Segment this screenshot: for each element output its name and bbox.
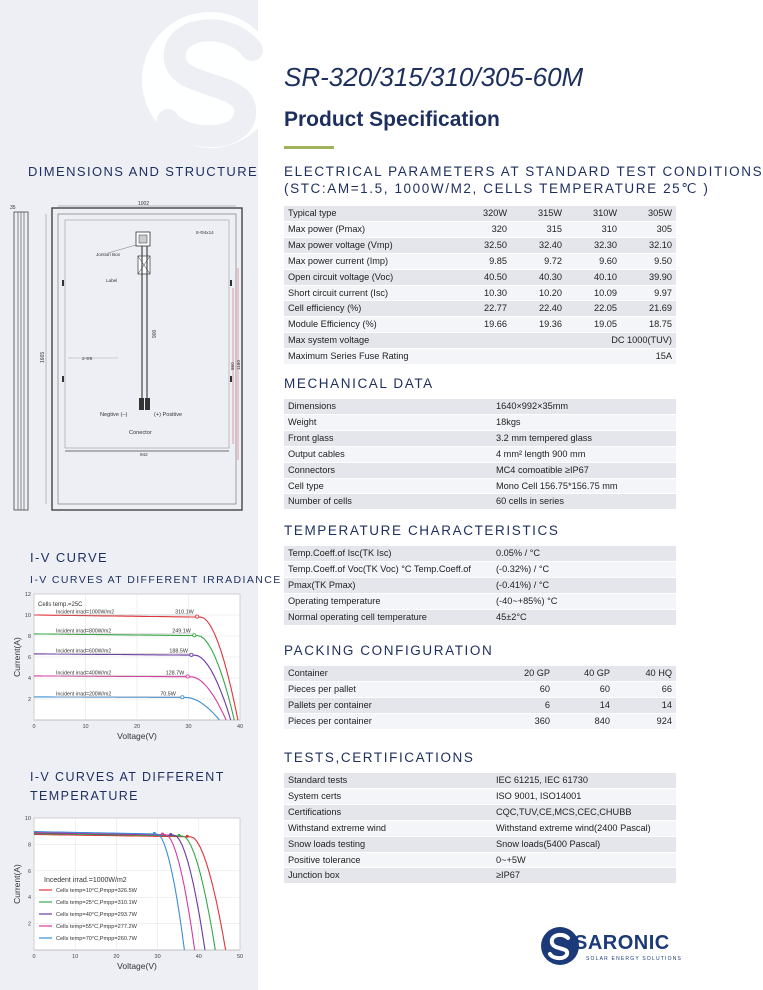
row-value: IEC 61215, IEC 61730 <box>492 773 676 788</box>
row-label: Cell efficiency (%) <box>284 301 456 317</box>
row-value: (-0.32%) / °C <box>492 561 676 577</box>
row-value: 39.90 <box>621 269 676 285</box>
row-value: 6 <box>494 697 554 713</box>
x-tick-label: 30 <box>154 954 161 960</box>
inner-width-label: 942 <box>140 452 148 457</box>
y-tick-label: 8 <box>27 842 31 849</box>
electrical-title-line2: (STC:AM=1.5, 1000W/M2, CELLS TEMPERATURE 25℃ ) <box>284 181 710 196</box>
side-label: 35 <box>10 205 16 211</box>
mechanical-row <box>284 478 676 494</box>
row-value: 40.50 <box>456 269 511 285</box>
row-value: 15A <box>456 349 676 365</box>
row-value: 9.50 <box>621 253 676 269</box>
row-value: DC 1000(TUV) <box>456 333 676 349</box>
cable-length-label: 900 <box>152 329 158 338</box>
iv-temperature-title-line1: I-V CURVES AT DIFFERENT <box>30 770 225 784</box>
row-value: 9.97 <box>621 285 676 301</box>
row-label: Temp.Coeff.of Isc(TK Isc) <box>284 546 492 561</box>
row-label: Weight <box>284 414 492 430</box>
mechanical-title: MECHANICAL DATA <box>284 376 434 391</box>
tests-row <box>284 868 676 884</box>
tests-row <box>284 820 676 836</box>
mechanical-row <box>284 430 676 446</box>
row-label: Container <box>284 666 494 681</box>
y-tick-label: 10 <box>24 613 31 619</box>
row-label: Output cables <box>284 446 492 462</box>
tests-table <box>284 773 676 884</box>
left-mark-label: 2-Φ9 <box>82 356 93 361</box>
packing-row <box>284 713 676 729</box>
electrical-row <box>284 206 676 221</box>
row-value: 840 <box>554 713 614 729</box>
temperature-row <box>284 609 676 625</box>
iv-temperature-chart <box>10 814 252 974</box>
plot-area <box>34 818 240 950</box>
row-value: 320 <box>456 221 511 237</box>
row-value: 32.10 <box>621 237 676 253</box>
dimension-drawing <box>8 198 253 518</box>
row-value: 22.77 <box>456 301 511 317</box>
packing-title: PACKING CONFIGURATION <box>284 643 494 658</box>
y-tick-label: 2 <box>27 921 31 928</box>
temperature-table <box>284 546 676 626</box>
packing-table <box>284 666 676 730</box>
row-label: Temp.Coeff.of Voc(TK Voc) °C Temp.Coeff.of <box>284 561 492 577</box>
row-value: 32.50 <box>456 237 511 253</box>
y-axis-label: Current(A) <box>12 637 22 677</box>
x-tick-label: 30 <box>185 724 192 730</box>
row-value: 32.40 <box>511 237 566 253</box>
row-value: 10.20 <box>511 285 566 301</box>
row-value: 14 <box>614 697 676 713</box>
row-value: 40 GP <box>554 666 614 681</box>
series-label: Incident irrad=1000W/m2 <box>56 609 115 616</box>
temperature-row <box>284 561 676 577</box>
row-value: 60 <box>554 681 614 697</box>
electrical-row <box>284 333 676 349</box>
y-tick-label: 6 <box>27 655 31 661</box>
row-value: 60 <box>494 681 554 697</box>
mpp-marker <box>153 832 156 835</box>
x-tick-label: 40 <box>195 954 202 960</box>
row-value: 360 <box>494 713 554 729</box>
dimensions-title: DIMENSIONS AND STRUCTURE <box>28 164 259 179</box>
legend-entry: Cells temp=10°C,Pmpp=326.5W <box>56 888 137 894</box>
row-value: 22.05 <box>566 301 621 317</box>
power-label: 128.7W <box>165 670 185 677</box>
legend-entry: Cells temp=25°C,Pmpp=310.1W <box>56 900 137 906</box>
electrical-row <box>284 269 676 285</box>
row-value: Withstand extreme wind(2400 Pascal) <box>492 820 676 836</box>
row-value: 10.30 <box>456 285 511 301</box>
power-label: 249.1W <box>172 628 191 635</box>
y-tick-label: 10 <box>24 816 31 822</box>
row-value: 0~+5W <box>492 852 676 868</box>
electrical-row <box>284 237 676 253</box>
tests-row <box>284 773 676 788</box>
row-label: Connectors <box>284 462 492 478</box>
y-tick-label: 6 <box>27 868 31 875</box>
electrical-row <box>284 285 676 301</box>
mechanical-row <box>284 399 676 414</box>
row-value: 305 <box>621 221 676 237</box>
row-value: 22.40 <box>511 301 566 317</box>
mpp-marker <box>186 835 189 838</box>
x-tick-label: 10 <box>82 724 89 730</box>
row-value: 45±2°C <box>492 609 676 625</box>
row-label: Short circuit current (Isc) <box>284 285 456 301</box>
row-value: 18.75 <box>621 317 676 333</box>
row-value: 0.05% / °C <box>492 546 676 561</box>
row-label: Pmax(TK Pmax) <box>284 577 492 593</box>
row-label: Maximum Series Fuse Rating <box>284 349 456 365</box>
x-axis-label: Voltage(V) <box>117 961 157 971</box>
row-value: 60 cells in series <box>492 494 676 510</box>
row-label: Pieces per container <box>284 713 494 729</box>
row-label: Operating temperature <box>284 593 492 609</box>
tests-row <box>284 788 676 804</box>
x-tick-label: 40 <box>236 724 244 730</box>
series-label: Incident irrad=600W/m2 <box>56 648 112 655</box>
right-mark-b: 1160 <box>236 360 241 370</box>
right-mark-a: 860 <box>230 362 235 370</box>
row-label: Withstand extreme wind <box>284 820 492 836</box>
mpp-marker <box>161 833 164 836</box>
x-tick-label: 10 <box>72 954 79 960</box>
row-label: Open circuit voltage (Voc) <box>284 269 456 285</box>
y-axis-label: Current(A) <box>12 864 22 904</box>
series-label: Incident irrad=400W/m2 <box>56 670 112 677</box>
y-tick-label: 4 <box>27 895 31 902</box>
packing-row <box>284 681 676 697</box>
width-label: 1002 <box>138 201 150 207</box>
power-label: 188.5W <box>169 648 188 655</box>
row-value: 19.66 <box>456 317 511 333</box>
row-value: 9.85 <box>456 253 511 269</box>
row-label: Normal operating cell temperature <box>284 609 492 625</box>
packing-row <box>284 697 676 713</box>
row-value: 32.30 <box>566 237 621 253</box>
row-value: 320W <box>456 206 511 221</box>
row-value: 305W <box>621 206 676 221</box>
tests-title: TESTS,CERTIFICATIONS <box>284 750 475 765</box>
chart-annotation: Cells temp.=25C <box>38 602 83 608</box>
row-value: 40.10 <box>566 269 621 285</box>
mechanical-table <box>284 399 676 510</box>
row-value: 310 <box>566 221 621 237</box>
row-value: (-0.41%) / °C <box>492 577 676 593</box>
mpp-marker <box>181 696 184 699</box>
temperature-row <box>284 577 676 593</box>
x-tick-label: 20 <box>133 724 141 730</box>
page-subtitle: Product Specification <box>284 108 500 131</box>
connector-label: Conector <box>129 430 152 436</box>
electrical-table <box>284 206 676 365</box>
brand-tagline: SOLAR ENERGY SOLUTIONS <box>586 956 683 962</box>
row-label: Junction box <box>284 868 492 884</box>
electrical-row <box>284 221 676 237</box>
row-value: 10.09 <box>566 285 621 301</box>
logo-watermark <box>140 10 280 150</box>
temperature-row <box>284 546 676 561</box>
tests-row <box>284 804 676 820</box>
x-axis-label: Voltage(V) <box>117 731 157 741</box>
row-value: ≥IP67 <box>492 868 676 884</box>
row-value: 924 <box>614 713 676 729</box>
mechanical-row <box>284 414 676 430</box>
electrical-row <box>284 317 676 333</box>
row-label: Max power voltage (Vmp) <box>284 237 456 253</box>
row-value: 4 mm² length 900 mm <box>492 446 676 462</box>
row-value: ISO 9001, ISO14001 <box>492 788 676 804</box>
mpp-marker <box>190 653 193 656</box>
row-value: 315 <box>511 221 566 237</box>
row-label: Cell type <box>284 478 492 494</box>
row-value: 1640×992×35mm <box>492 399 676 414</box>
row-label: System certs <box>284 788 492 804</box>
iv-irradiance-chart <box>10 590 252 740</box>
row-label: Dimensions <box>284 399 492 414</box>
row-label: Standard tests <box>284 773 492 788</box>
row-label: Typical type <box>284 206 456 221</box>
temperature-row <box>284 593 676 609</box>
row-value: Mono Cell 156.75*156.75 mm <box>492 478 676 494</box>
electrical-row <box>284 253 676 269</box>
row-value: 21.69 <box>621 301 676 317</box>
row-value: 40.30 <box>511 269 566 285</box>
temperature-title: TEMPERATURE CHARACTERISTICS <box>284 523 560 538</box>
iv-irradiance-title: I-V CURVES AT DIFFERENT IRRADIANCE <box>30 574 282 586</box>
row-value: Snow loads(5400 Pascal) <box>492 836 676 852</box>
junction-box-label: Jontion Box <box>96 252 121 257</box>
row-label: Max power current (Imp) <box>284 253 456 269</box>
hole-label: 8-Φ4x14 <box>196 230 214 235</box>
row-value: (-40~+85%) °C <box>492 593 676 609</box>
row-value: CQC,TUV,CE,MCS,CEC,CHUBB <box>492 804 676 820</box>
brand-logo <box>540 924 683 968</box>
legend-entry: Cells temp=40°C,Pmpp=293.7W <box>56 912 137 918</box>
iv-curve-title: I-V CURVE <box>30 550 109 565</box>
accent-rule <box>284 146 334 149</box>
row-label: Max power (Pmax) <box>284 221 456 237</box>
row-value: 66 <box>614 681 676 697</box>
packing-row <box>284 666 676 681</box>
mechanical-row <box>284 446 676 462</box>
height-label: 1665 <box>40 351 46 363</box>
x-tick-label: 0 <box>32 954 36 960</box>
row-label: Module Efficiency (%) <box>284 317 456 333</box>
row-label: Positive tolerance <box>284 852 492 868</box>
x-tick-label: 0 <box>32 724 36 730</box>
series-label: Incident irrad=200W/m2 <box>56 691 112 698</box>
row-value: 19.05 <box>566 317 621 333</box>
negative-label: Negtive (–) <box>100 412 128 418</box>
row-value: 20 GP <box>494 666 554 681</box>
mpp-marker <box>186 675 189 678</box>
brand-name: SARONIC <box>574 932 670 954</box>
row-label: Max system voltage <box>284 333 456 349</box>
y-tick-label: 4 <box>27 676 31 682</box>
row-label: Number of cells <box>284 494 492 510</box>
electrical-row <box>284 349 676 365</box>
power-label: 310.1W <box>175 609 194 616</box>
legend-entry: Cells temp=70°C,Pmpp=260.7W <box>56 936 137 942</box>
row-label: Snow loads testing <box>284 836 492 852</box>
row-value: 18kgs <box>492 414 676 430</box>
model-title: SR-320/315/310/305-60M <box>284 62 584 92</box>
row-value: 9.60 <box>566 253 621 269</box>
row-label: Pieces per pallet <box>284 681 494 697</box>
mechanical-row <box>284 494 676 510</box>
mpp-marker <box>178 834 181 837</box>
tests-row <box>284 852 676 868</box>
row-label: Pallets per container <box>284 697 494 713</box>
row-value: 40 HQ <box>614 666 676 681</box>
legend-entry: Cells temp=55°C,Pmpp=277.2W <box>56 924 137 930</box>
positive-label: (+) Positive <box>154 412 183 418</box>
row-value: 19.36 <box>511 317 566 333</box>
x-tick-label: 50 <box>236 954 244 960</box>
mpp-marker <box>193 634 196 637</box>
tests-row <box>284 836 676 852</box>
iv-temperature-title-line2: TEMPERATURE <box>30 789 139 803</box>
y-tick-label: 2 <box>27 697 31 703</box>
electrical-title-line1: ELECTRICAL PARAMETERS AT STANDARD TEST CONDITIONS <box>284 164 763 179</box>
row-value: 9.72 <box>511 253 566 269</box>
row-value: 3.2 mm tempered glass <box>492 430 676 446</box>
row-value: 14 <box>554 697 614 713</box>
mechanical-row <box>284 462 676 478</box>
label-text: Label <box>106 278 118 283</box>
series-label: Incident irrad=800W/m2 <box>56 628 112 635</box>
chart-annotation: Incedent irrad.=1000W/m2 <box>44 877 127 884</box>
electrical-row <box>284 301 676 317</box>
y-tick-label: 8 <box>27 634 31 640</box>
y-tick-label: 12 <box>24 592 31 598</box>
mpp-marker <box>196 615 199 618</box>
mpp-marker <box>169 833 172 836</box>
row-label: Front glass <box>284 430 492 446</box>
row-label: Certifications <box>284 804 492 820</box>
power-label: 70.5W <box>160 691 176 698</box>
x-tick-label: 20 <box>113 954 120 960</box>
row-value: 315W <box>511 206 566 221</box>
row-value: MC4 comoatible ≥IP67 <box>492 462 676 478</box>
row-value: 310W <box>566 206 621 221</box>
